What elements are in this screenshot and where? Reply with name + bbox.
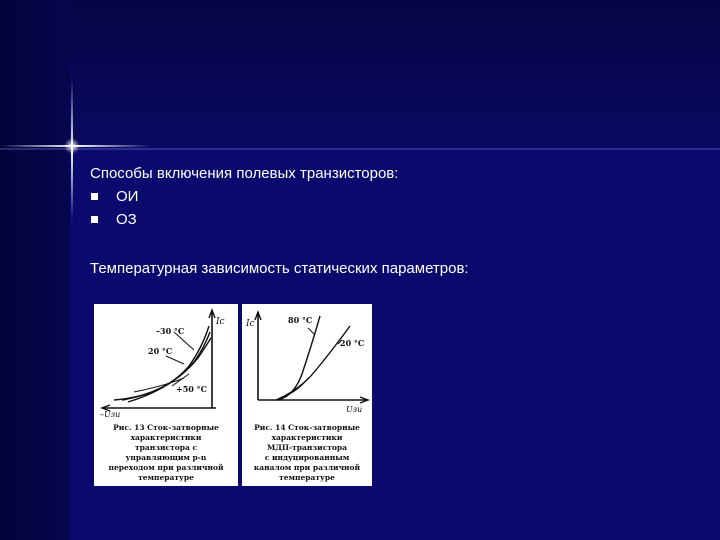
caption-line: МДП-транзистора — [266, 443, 348, 452]
background-top-panel — [70, 0, 720, 148]
intro-text: Способы включения полевых транзисторов: — [90, 165, 399, 182]
y-axis-label: Iс — [216, 317, 225, 327]
x-axis-label: –Uзи — [100, 410, 121, 419]
bullet-item-oi — [90, 185, 469, 208]
caption-line: каналом при различной — [253, 463, 361, 472]
x-axis-label: Uзи — [346, 405, 363, 414]
caption-line: Рис. 13 Сток-затворные — [113, 423, 219, 432]
slide-body — [90, 162, 469, 280]
bullet-label: ОЗ — [116, 211, 137, 228]
temp-label-80: 80 °C — [288, 315, 313, 325]
temp-label-20: 20 °C — [340, 338, 365, 348]
temp-label-plus50: +50 °C — [176, 384, 207, 394]
caption-line: транзистора с — [134, 443, 198, 452]
square-bullet-icon — [91, 193, 98, 200]
subtitle-text: Температурная зависимость статических параметров: — [90, 260, 469, 277]
sparkle-icon — [64, 138, 80, 154]
background-divider — [0, 148, 720, 150]
caption-line: температуре — [279, 473, 335, 482]
bullet-item-oz — [90, 208, 469, 231]
temp-label-minus30: –30 °C — [156, 326, 185, 336]
caption-line: характеристики — [271, 433, 343, 442]
caption-line: переходом при различной — [108, 463, 224, 472]
background-left-panel — [0, 0, 70, 540]
figure-13-scan — [94, 304, 238, 486]
bullet-label: ОИ — [116, 188, 139, 205]
caption-line: управляющим p-n — [125, 453, 207, 462]
square-bullet-icon — [91, 216, 98, 223]
figure-14-scan — [242, 304, 372, 486]
temp-label-20: 20 °C — [148, 346, 173, 356]
y-axis-label: Iс — [246, 319, 255, 329]
caption-line: температуре — [138, 473, 194, 482]
caption-line: Рис. 14 Сток-затворные — [254, 423, 360, 432]
caption-line: с индуцированным — [264, 453, 350, 462]
curve-20 — [276, 326, 350, 400]
caption-line: характеристики — [130, 433, 202, 442]
